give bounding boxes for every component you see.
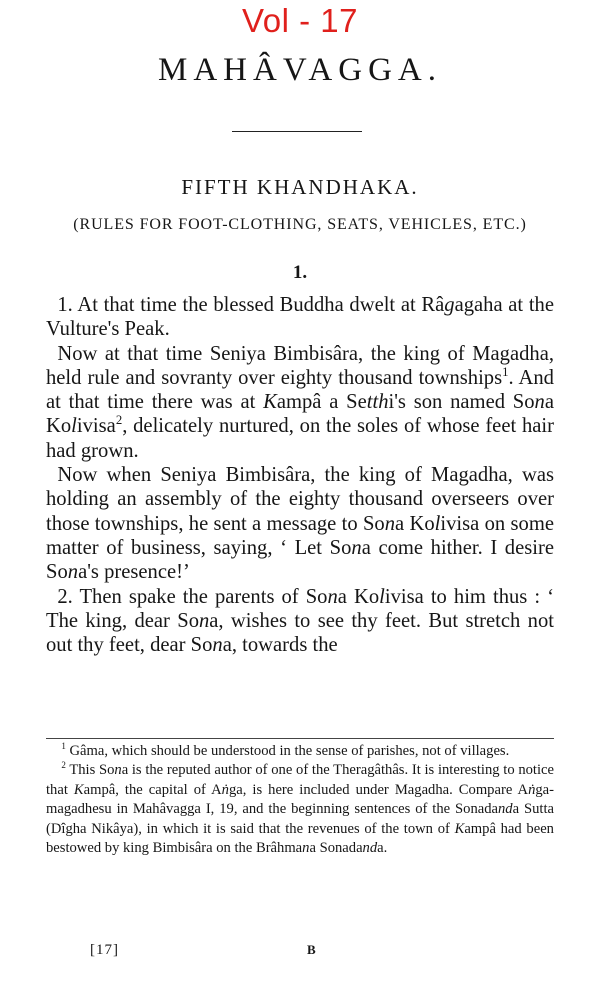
paragraph-number: 2. <box>57 585 73 608</box>
italic-letter: l <box>434 512 441 535</box>
footnotes <box>46 742 554 858</box>
chapter-number: 1. <box>292 262 308 283</box>
footnote-divider <box>46 738 554 739</box>
paragraph <box>46 342 554 463</box>
italic-letter: ṅ <box>528 781 536 798</box>
italic-letter: n <box>327 585 338 608</box>
footnote-reference: 1 <box>502 365 509 380</box>
italic-letter: nd <box>498 801 513 818</box>
italic-letter: l <box>379 585 385 608</box>
italic-letter: l <box>71 415 77 438</box>
paragraph-text: At that time the blessed Buddha dwelt at Râgagaha at the Vulture's Peak. <box>46 294 554 341</box>
paragraph-text: Then spake the parents of Sona Kolivisa to him thus : ‘ The king, dear Sona, wishes to see thy feet. But stretch not out thy feet, dear Sona, towards the <box>46 585 554 657</box>
title-divider <box>232 131 362 132</box>
paragraph <box>46 585 554 658</box>
paragraph-text: Now when Seniya Bimbisâra, the king of Magadha, was holding an assembly of the eighty thousand overseers over those townships, he sent a message to Sona Kolivisa on some matter of business, saying, ‘ Let Sona come hither. I desire Sona's presence!’ <box>46 464 554 584</box>
paragraph <box>46 463 554 584</box>
footnote-marker: 1 <box>61 741 66 752</box>
page-number: [17] <box>90 942 119 958</box>
italic-letter: n <box>351 536 362 559</box>
italic-letter: n <box>212 634 223 657</box>
italic-letter: K <box>73 781 84 798</box>
italic-letter: tth <box>366 391 389 414</box>
footnote-reference: 2 <box>115 413 123 428</box>
section-heading: FIFTH KHANDHAKA. <box>181 175 419 199</box>
page-title: MAHÂVAGGA. <box>158 52 442 88</box>
italic-letter: n <box>534 391 545 414</box>
italic-letter: nd <box>362 840 378 857</box>
section-subtitle: (RULES FOR FOOT-CLOTHING, SEATS, VEHICLES, ETC.) <box>73 216 527 233</box>
volume-label: Vol - 17 <box>242 2 358 39</box>
footnote-text: Gâma, which should be understood in the sense of parishes, not of villages. <box>65 743 510 759</box>
italic-letter: g <box>444 294 455 316</box>
footnote <box>46 761 554 858</box>
italic-letter: K <box>454 820 465 837</box>
italic-letter: ṅ <box>221 781 229 798</box>
italic-letter: n <box>114 762 122 779</box>
paragraph <box>46 293 554 342</box>
italic-letter: n <box>302 840 310 857</box>
italic-letter: n <box>199 609 210 632</box>
paragraph-text: Now at that time Seniya Bimbisâra, the king of Magadha, held rule and sovranty over eighty thousand townships$^1$. And at that time there was at Kampâ a Setthi's son named Sona Kolivisa$^2$, delicately nurtured, on the soles of whose feet hair had grown. <box>46 342 554 462</box>
paragraph-number: 1. <box>57 294 73 316</box>
italic-letter: K <box>263 391 277 414</box>
footnote <box>46 742 554 761</box>
footnote-marker: 2 <box>61 760 66 771</box>
signature-mark: B <box>307 942 316 957</box>
italic-letter: n <box>384 512 395 535</box>
footnote-text: This Sona is the reputed author of one of the Theragâthâs. It is interesting to notice that Kampâ, the capital of Aṅga, is here included under Magadha. Compare Aṅga-magadhesu in Mahâvagga I, 19, and the beginning sentences of the Sonadanda Sutta (Dîgha Nikâya), in which it is said that the revenues of the town of Kampâ had been bestowed by king Bimbisâra on the Brâhmana Sonadanda. <box>46 762 554 857</box>
body-text <box>46 293 554 657</box>
italic-letter: n <box>67 561 79 584</box>
